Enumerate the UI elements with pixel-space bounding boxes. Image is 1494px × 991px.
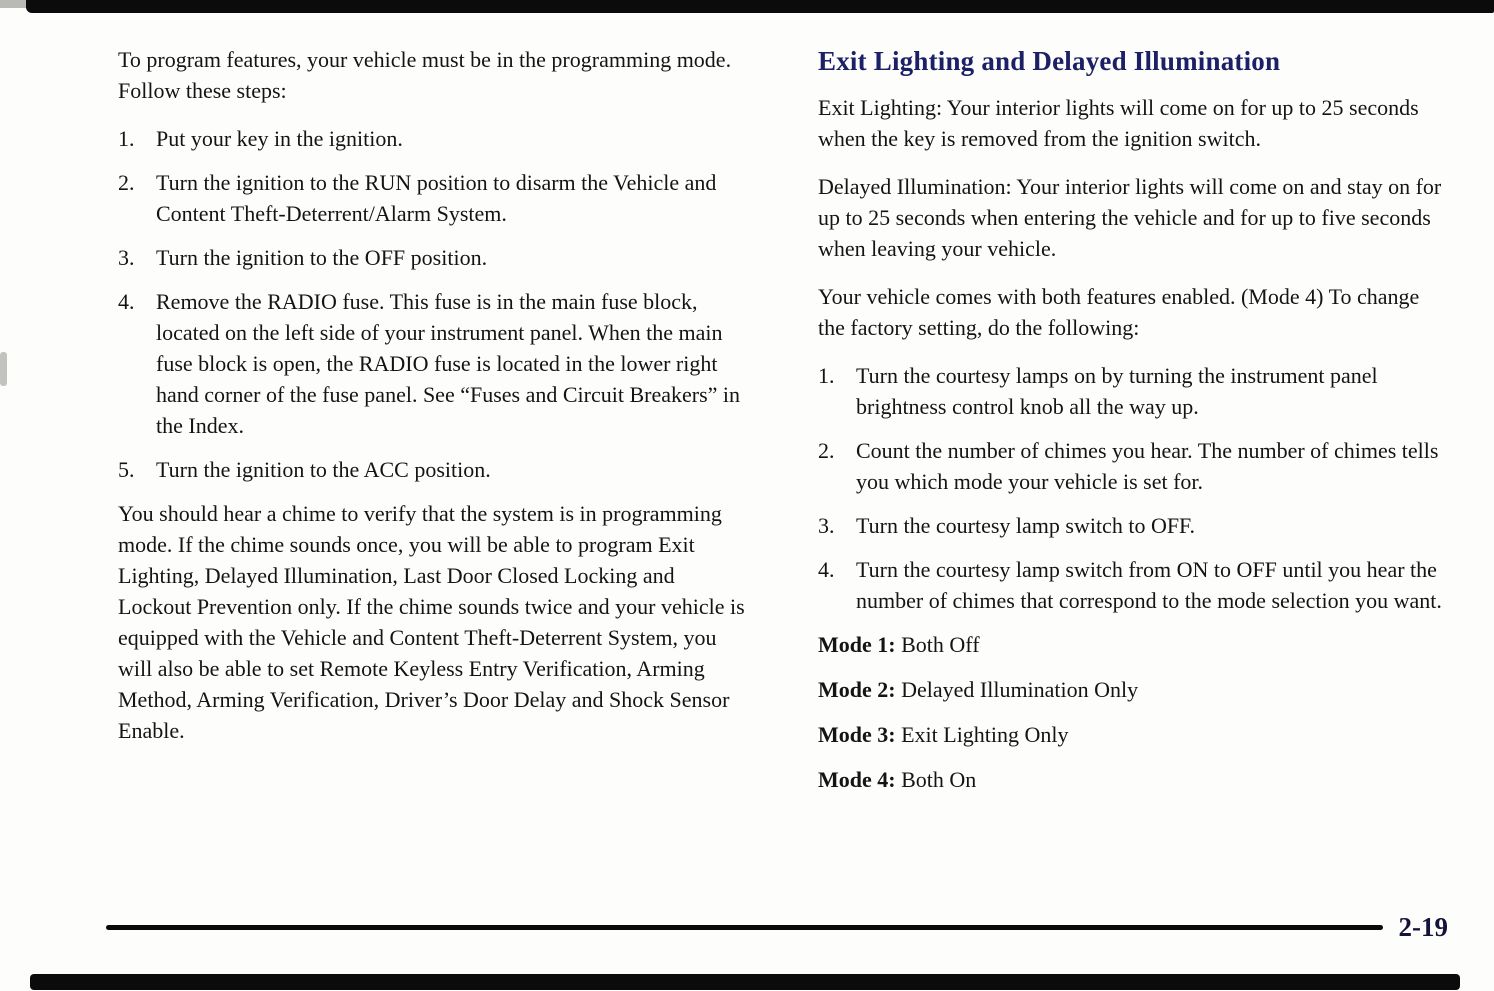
step-text: Turn the courtesy lamps on by turning the instrument panel brightness control knob all the way up. bbox=[856, 363, 1378, 419]
list-item bbox=[118, 286, 750, 441]
section-heading: Exit Lighting and Delayed Illumination bbox=[818, 46, 1281, 76]
step-number: 3. bbox=[118, 245, 135, 270]
list-item bbox=[818, 510, 1442, 541]
page-footer bbox=[106, 912, 1448, 942]
mode-line bbox=[818, 764, 1442, 795]
page-number: 2-19 bbox=[1398, 912, 1448, 942]
list-item bbox=[118, 454, 750, 485]
step-number: 2. bbox=[118, 170, 135, 195]
step-number: 4. bbox=[118, 289, 135, 314]
mode-label: Mode 3: bbox=[818, 722, 896, 747]
footer-rule bbox=[106, 925, 1383, 930]
left-steps-list bbox=[118, 123, 750, 485]
paragraph-delayed-illumination: Delayed Illumination: Your interior lights will come on and stay on for up to 25 seconds when entering the vehicle and for up to five seconds when leaving your vehicle. bbox=[818, 174, 1442, 261]
closing-paragraph: You should hear a chime to verify that the system is in programming mode. If the chime sounds once, you will be able to program Exit Lighting, Delayed Illumination, Last Door Closed Locking and Lockout Prevention only. If the chime sounds twice and your vehicle is equipped with the Vehicle and Content Theft-Deterrent System, you will also be able to set Remote Keyless Entry Verification, Arming Method, Arming Verification, Driver’s Door Delay and Shock Sensor Enable. bbox=[118, 501, 745, 743]
mode-text: Both Off bbox=[901, 632, 980, 657]
mode-label: Mode 4: bbox=[818, 767, 896, 792]
right-steps-list bbox=[818, 360, 1442, 616]
step-text: Count the number of chimes you hear. The number of chimes tells you which mode your vehicle is set for. bbox=[856, 438, 1439, 494]
intro-paragraph: To program features, your vehicle must be in the programming mode. Follow these steps: bbox=[118, 47, 732, 103]
step-text: Turn the ignition to the RUN position to disarm the Vehicle and Content Theft-Deterrent/Alarm System. bbox=[156, 170, 717, 226]
scan-edge-smudge bbox=[0, 352, 7, 386]
scan-edge-top bbox=[26, 0, 1494, 13]
step-text: Turn the ignition to the OFF position. bbox=[156, 245, 488, 270]
list-item bbox=[818, 435, 1442, 497]
step-number: 1. bbox=[118, 126, 135, 151]
left-column bbox=[118, 44, 750, 763]
step-text: Put your key in the ignition. bbox=[156, 126, 403, 151]
scan-edge-bottom bbox=[30, 974, 1460, 990]
mode-label: Mode 2: bbox=[818, 677, 896, 702]
mode-label: Mode 1: bbox=[818, 632, 896, 657]
step-text: Turn the courtesy lamp switch to OFF. bbox=[856, 513, 1196, 538]
mode-text: Delayed Illumination Only bbox=[901, 677, 1139, 702]
right-column bbox=[818, 44, 1442, 809]
mode-line bbox=[818, 719, 1442, 750]
list-item bbox=[118, 123, 750, 154]
list-item bbox=[118, 167, 750, 229]
step-text: Turn the ignition to the ACC position. bbox=[156, 457, 491, 482]
step-number: 3. bbox=[818, 513, 835, 538]
list-item bbox=[818, 554, 1442, 616]
step-number: 5. bbox=[118, 457, 135, 482]
list-item bbox=[118, 242, 750, 273]
step-number: 4. bbox=[818, 557, 835, 582]
mode-line bbox=[818, 629, 1442, 660]
mode-text: Exit Lighting Only bbox=[901, 722, 1069, 747]
paragraph-exit-lighting: Exit Lighting: Your interior lights will come on for up to 25 seconds when the key is removed from the ignition switch. bbox=[818, 95, 1419, 151]
step-text: Remove the RADIO fuse. This fuse is in the main fuse block, located on the left side of your instrument panel. When the main fuse block is open, the RADIO fuse is located in the lower right hand corner of the fuse panel. See “Fuses and Circuit Breakers” in the Index. bbox=[156, 289, 741, 438]
mode-text: Both On bbox=[901, 767, 977, 792]
step-number: 2. bbox=[818, 438, 835, 463]
mode-line bbox=[818, 674, 1442, 705]
step-number: 1. bbox=[818, 363, 835, 388]
step-text: Turn the courtesy lamp switch from ON to OFF until you hear the number of chimes that correspond to the mode selection you want. bbox=[856, 557, 1442, 613]
mode-list bbox=[818, 629, 1442, 795]
paragraph-factory-setting: Your vehicle comes with both features enabled. (Mode 4) To change the factory setting, do the following: bbox=[818, 284, 1420, 340]
list-item bbox=[818, 360, 1442, 422]
